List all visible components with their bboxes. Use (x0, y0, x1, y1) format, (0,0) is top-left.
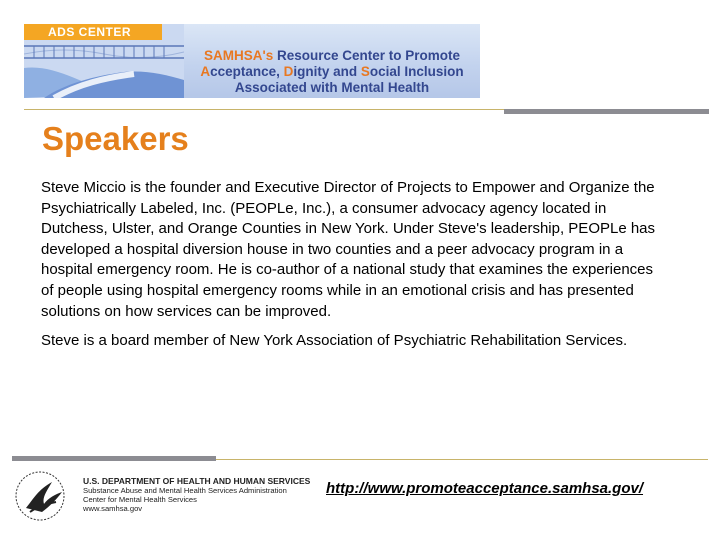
bio-paragraph-1 (41, 178, 661, 322)
banner-line-1 (182, 48, 480, 64)
header-divider (24, 109, 504, 110)
footer-divider-bar (12, 456, 216, 461)
banner-a: A (200, 64, 211, 79)
banner-line-2 (182, 64, 480, 80)
brand-badge (24, 24, 162, 40)
hhs-line-2: Substance Abuse and Mental Health Services Administration (83, 486, 287, 495)
hhs-eagle-logo (12, 468, 78, 524)
banner-tagline (182, 48, 480, 96)
speaker-name: Steve Miccio (41, 179, 127, 196)
site-url-link[interactable]: http://www.promoteacceptance.samhsa.gov/ (326, 480, 644, 497)
banner-inclusion: ocial Inclusion (369, 64, 464, 79)
banner-d: D (283, 64, 294, 79)
bio-paragraph-1-text: is the founder and Executive Director of Projects to Empower and Organize the Psychiatrically Labeled, Inc. (PEOPLe, Inc.), a consumer advocacy agency located in Dutchess, Ulster, and Orange Counties in New York. Under Steve's leadership, PEOPLe has developed a hospital diversion house in two counties and a peer advocacy program in a hospital emergency room. He is co-author of a national study that examines the experiences of people using hospital emergency rooms while in an emotional crisis and has presented solutions on how services can be improved. (41, 179, 656, 320)
header-banner (24, 24, 480, 98)
banner-samhsa: SAMHSA's (203, 48, 274, 63)
bio-paragraph-2: Steve is a board member of New York Association of Psychiatric Rehabilitation Services. (41, 332, 628, 350)
header-divider-bar (504, 109, 709, 114)
speaker-bio (41, 178, 661, 361)
banner-s: S (360, 64, 370, 79)
banner-line-1-rest: Resource Center to Promote (273, 48, 461, 63)
hhs-credit (83, 477, 310, 513)
hhs-line-1: U.S. DEPARTMENT OF HEALTH AND HUMAN SERVICES (83, 476, 311, 486)
hhs-line-3: Center for Mental Health Services (83, 495, 197, 504)
banner-acceptance: cceptance, (210, 64, 284, 79)
hhs-line-4: www.samhsa.gov (83, 504, 143, 513)
banner-dignity: ignity and (293, 64, 361, 79)
banner-line-3: Associated with Mental Health (234, 80, 430, 95)
brand-name: ADS CENTER (48, 25, 132, 39)
page-title: Speakers (42, 120, 189, 157)
footer-divider (216, 459, 708, 460)
